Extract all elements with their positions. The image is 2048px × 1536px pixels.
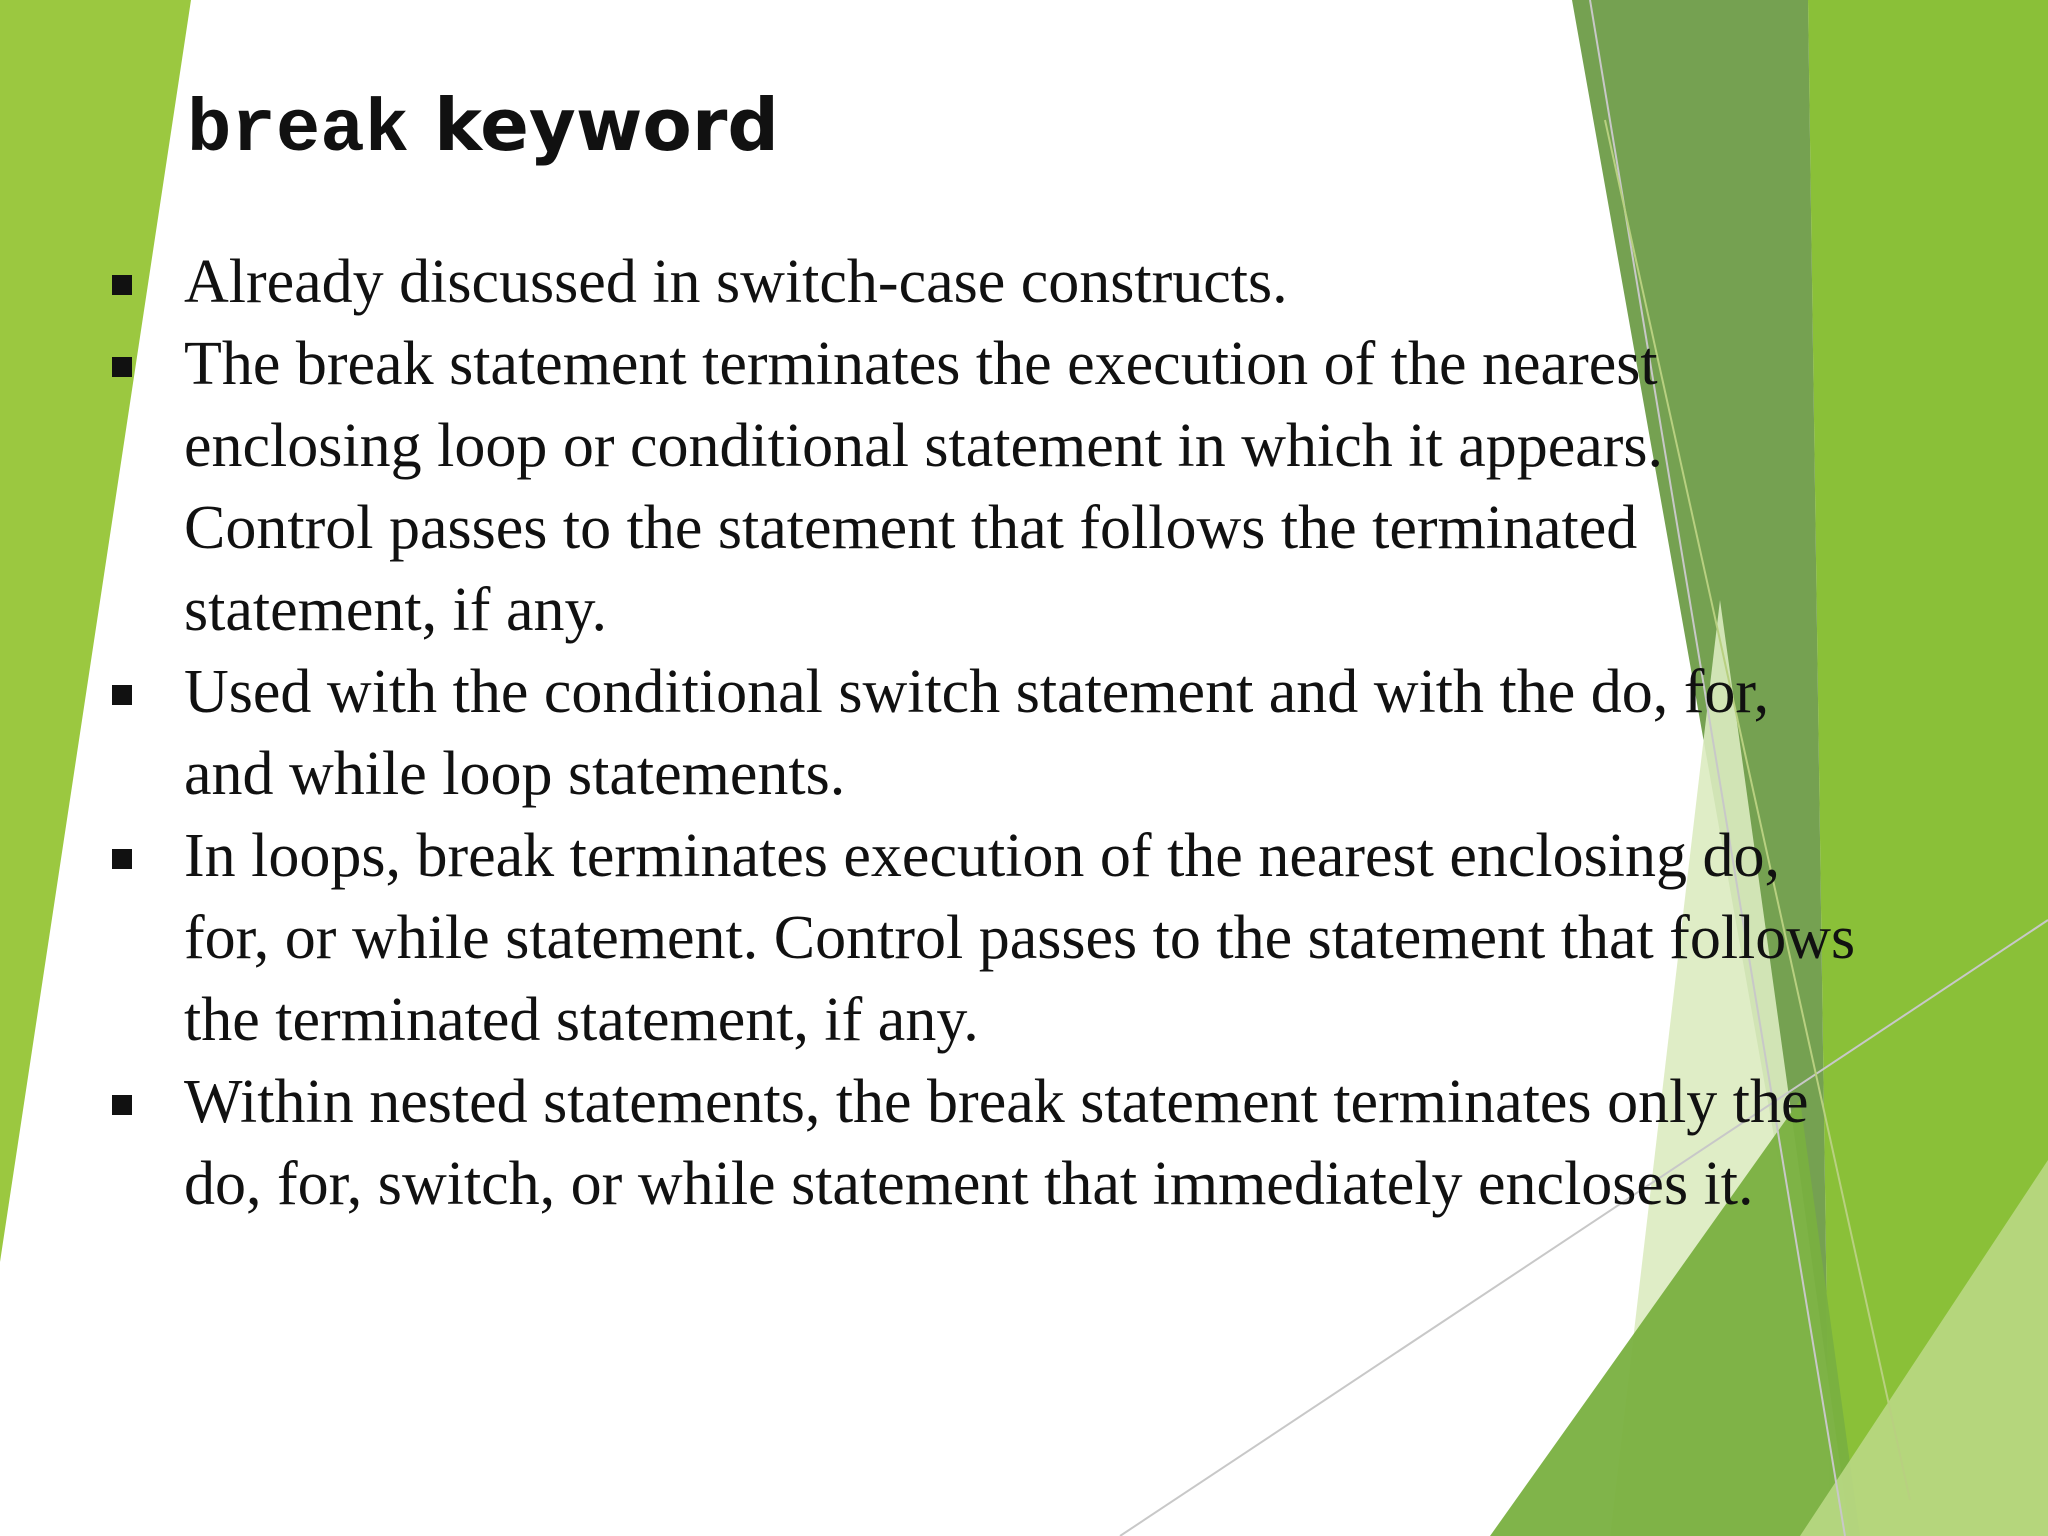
title-code: break: [187, 89, 410, 173]
bullet-text-line: The break statement terminates the execution of the nearest: [184, 330, 1658, 398]
bullet-list: [0, 241, 2048, 1225]
bullet-text-line: Within nested statements, the break statement terminates only the: [184, 1068, 1809, 1136]
square-bullet-icon: [112, 849, 132, 869]
bullet-text-line: and while loop statements.: [184, 740, 846, 808]
bullet-item: [0, 1061, 2048, 1225]
title-word: keyword: [434, 83, 779, 167]
square-bullet-icon: [112, 685, 132, 705]
bullet-item: [0, 651, 2048, 815]
bullet-text-line: the terminated statement, if any.: [184, 986, 979, 1054]
square-bullet-icon: [112, 1095, 132, 1115]
bullet-item: [0, 323, 2048, 651]
bullet-item: [0, 241, 2048, 323]
square-bullet-icon: [112, 357, 132, 377]
bullet-text-line: for, or while statement. Control passes to the statement that follows: [184, 904, 1856, 972]
bullet-text-line: Already discussed in switch-case constructs.: [184, 248, 1288, 316]
bullet-text-line: Control passes to the statement that follows the terminated: [184, 494, 1638, 562]
bullet-text-line: In loops, break terminates execution of the nearest enclosing do,: [184, 822, 1780, 890]
bullet-text-line: do, for, switch, or while statement that immediately encloses it.: [184, 1150, 1754, 1218]
square-bullet-icon: [112, 275, 132, 295]
slide-title: [187, 70, 779, 186]
bullet-item: [0, 815, 2048, 1061]
bullet-text-line: statement, if any.: [184, 576, 607, 644]
bullet-text-line: enclosing loop or conditional statement in which it appears.: [184, 412, 1664, 480]
bullet-text-line: Used with the conditional switch statement and with the do, for,: [184, 658, 1770, 726]
